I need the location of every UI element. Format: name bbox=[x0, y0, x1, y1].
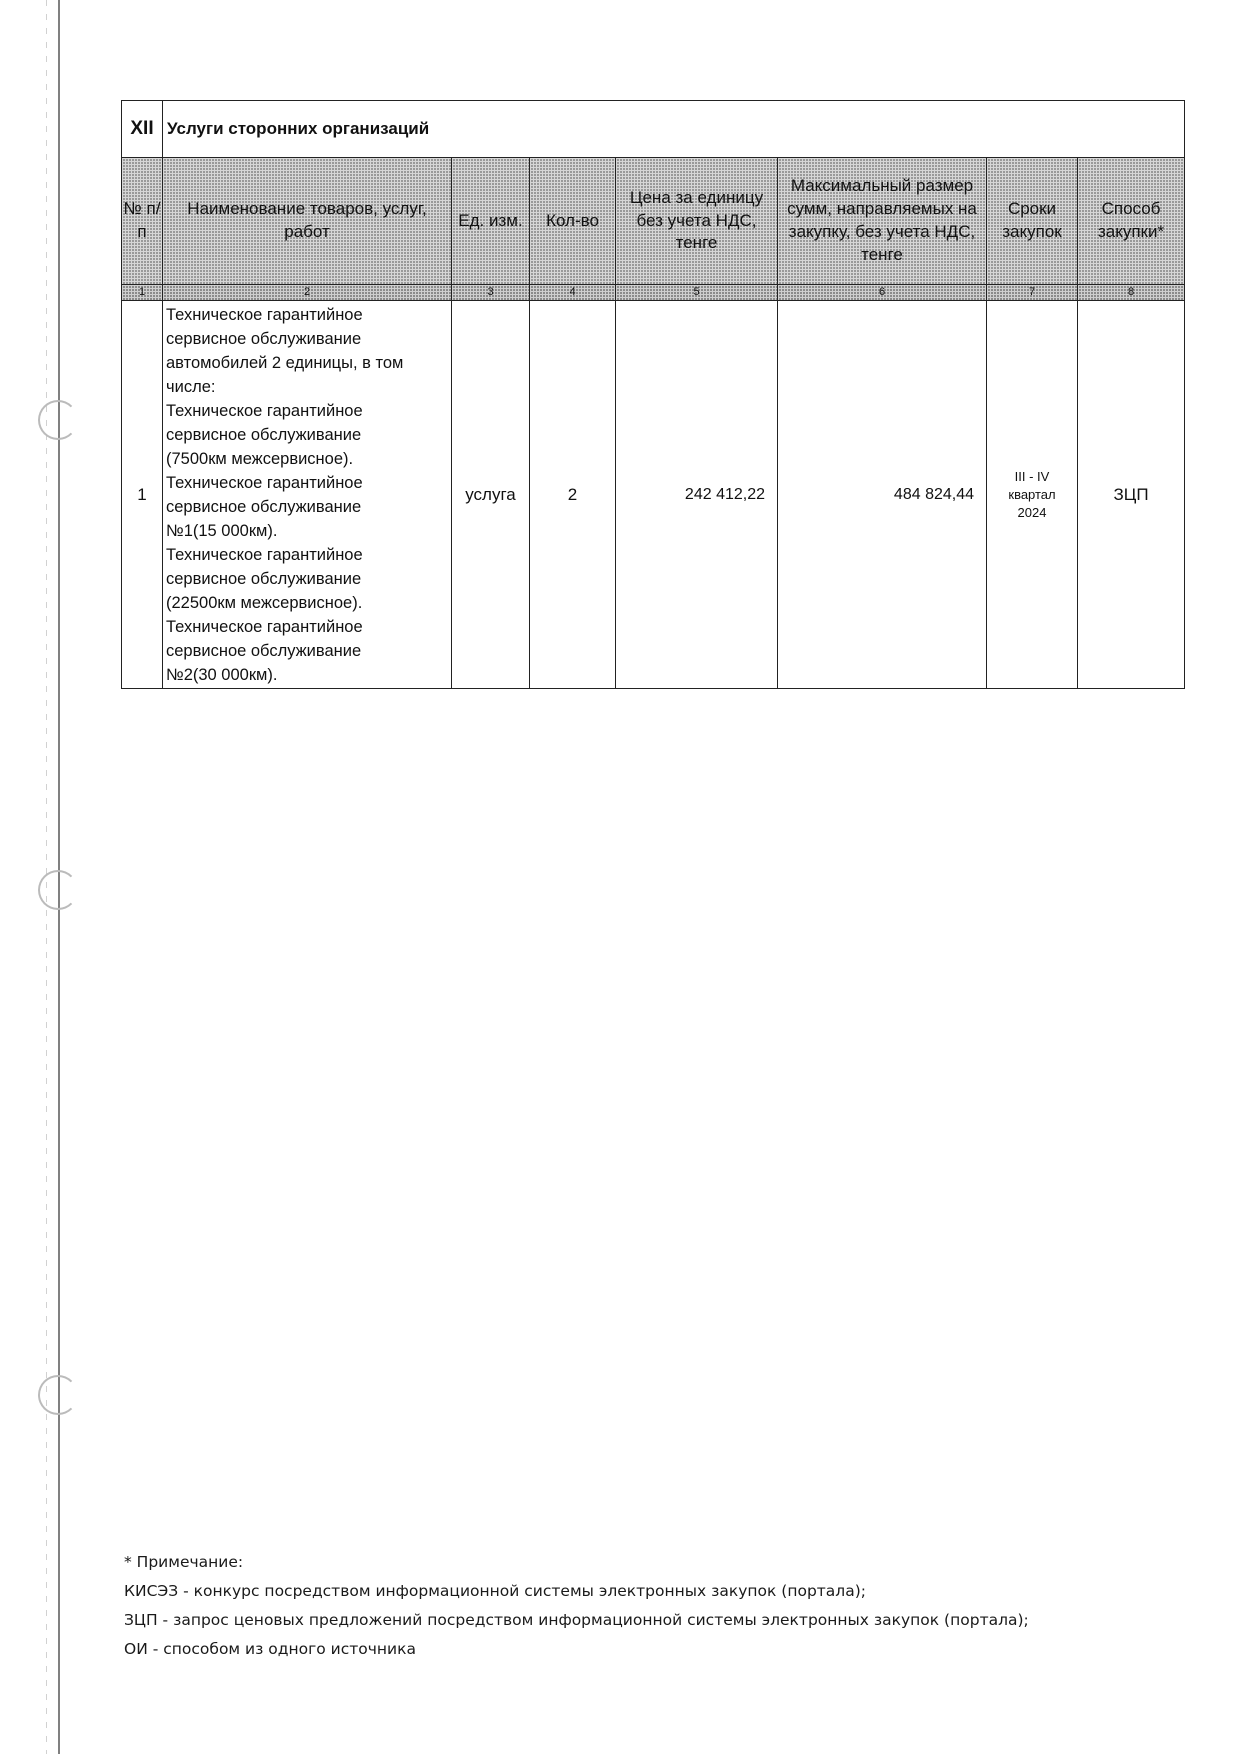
header-row bbox=[122, 158, 1185, 285]
row-qty: 2 bbox=[530, 301, 616, 689]
row-price: 242 412,22 bbox=[616, 301, 778, 689]
column-number-row bbox=[122, 285, 1185, 301]
table-row bbox=[122, 301, 1185, 689]
description-line: автомобилей 2 единицы, в том bbox=[166, 354, 404, 372]
description-line: Техническое гарантийное bbox=[166, 306, 363, 324]
column-number: 7 bbox=[987, 285, 1078, 301]
row-term bbox=[987, 301, 1078, 689]
column-number: 5 bbox=[616, 285, 778, 301]
footnote-line: КИСЭЗ - конкурс посредством информационной системы электронных закупок (портала); bbox=[124, 1582, 866, 1600]
header-name: Наименование товаров, услуг, работ bbox=[163, 158, 452, 285]
column-number: 3 bbox=[452, 285, 530, 301]
description-line: (22500км межсервисное). bbox=[166, 594, 363, 612]
description-line: Техническое гарантийное bbox=[166, 402, 363, 420]
header-term: Сроки закупок bbox=[987, 158, 1078, 285]
description-line: сервисное обслуживание bbox=[166, 330, 362, 348]
column-number: 8 bbox=[1078, 285, 1185, 301]
row-method: ЗЦП bbox=[1078, 301, 1185, 689]
description-line: Техническое гарантийное bbox=[166, 474, 363, 492]
column-number: 2 bbox=[163, 285, 452, 301]
column-number: 1 bbox=[122, 285, 163, 301]
row-unit: услуга bbox=[452, 301, 530, 689]
description-line: (7500км межсервисное). bbox=[166, 450, 354, 468]
description-line: сервисное обслуживание bbox=[166, 570, 362, 588]
section-row bbox=[122, 101, 1185, 158]
footnote-title: * Примечание: bbox=[124, 1553, 244, 1571]
header-unit: Ед. изм. bbox=[452, 158, 530, 285]
footnote bbox=[124, 1548, 1184, 1664]
footnote-line: ЗЦП - запрос ценовых предложений посредством информационной системы электронных закупок (портала); bbox=[124, 1611, 1029, 1629]
term-line: III - IV bbox=[1014, 468, 1050, 484]
punch-hole-mark bbox=[38, 870, 78, 910]
term-line: 2024 bbox=[1017, 504, 1047, 520]
row-description bbox=[163, 301, 452, 689]
header-max-amount: Максимальный размер сумм, направляемых на закупку, без учета НДС, тенге bbox=[778, 158, 987, 285]
footnote-line: ОИ - способом из одного источника bbox=[124, 1640, 416, 1658]
column-number: 4 bbox=[530, 285, 616, 301]
header-qty: Кол-во bbox=[530, 158, 616, 285]
term-line: квартал bbox=[1008, 486, 1056, 502]
punch-hole-mark bbox=[38, 400, 78, 440]
description-line: числе: bbox=[166, 378, 216, 396]
description-line: сервисное обслуживание bbox=[166, 498, 362, 516]
section-number: XII bbox=[122, 101, 163, 158]
description-line: №2(30 000км). bbox=[166, 666, 278, 684]
description-line: Техническое гарантийное bbox=[166, 546, 363, 564]
header-method: Способ закупки* bbox=[1078, 158, 1185, 285]
procurement-table bbox=[121, 100, 1185, 689]
column-number: 6 bbox=[778, 285, 987, 301]
punch-hole-mark bbox=[38, 1375, 78, 1415]
description-line: сервисное обслуживание bbox=[166, 426, 362, 444]
row-max-amount: 484 824,44 bbox=[778, 301, 987, 689]
description-line: сервисное обслуживание bbox=[166, 642, 362, 660]
section-title: Услуги сторонних организаций bbox=[163, 101, 1185, 158]
header-price: Цена за единицу без учета НДС, тенге bbox=[616, 158, 778, 285]
description-line: Техническое гарантийное bbox=[166, 618, 363, 636]
description-line: №1(15 000км). bbox=[166, 522, 278, 540]
header-number: № п/п bbox=[122, 158, 163, 285]
row-number: 1 bbox=[122, 301, 163, 689]
